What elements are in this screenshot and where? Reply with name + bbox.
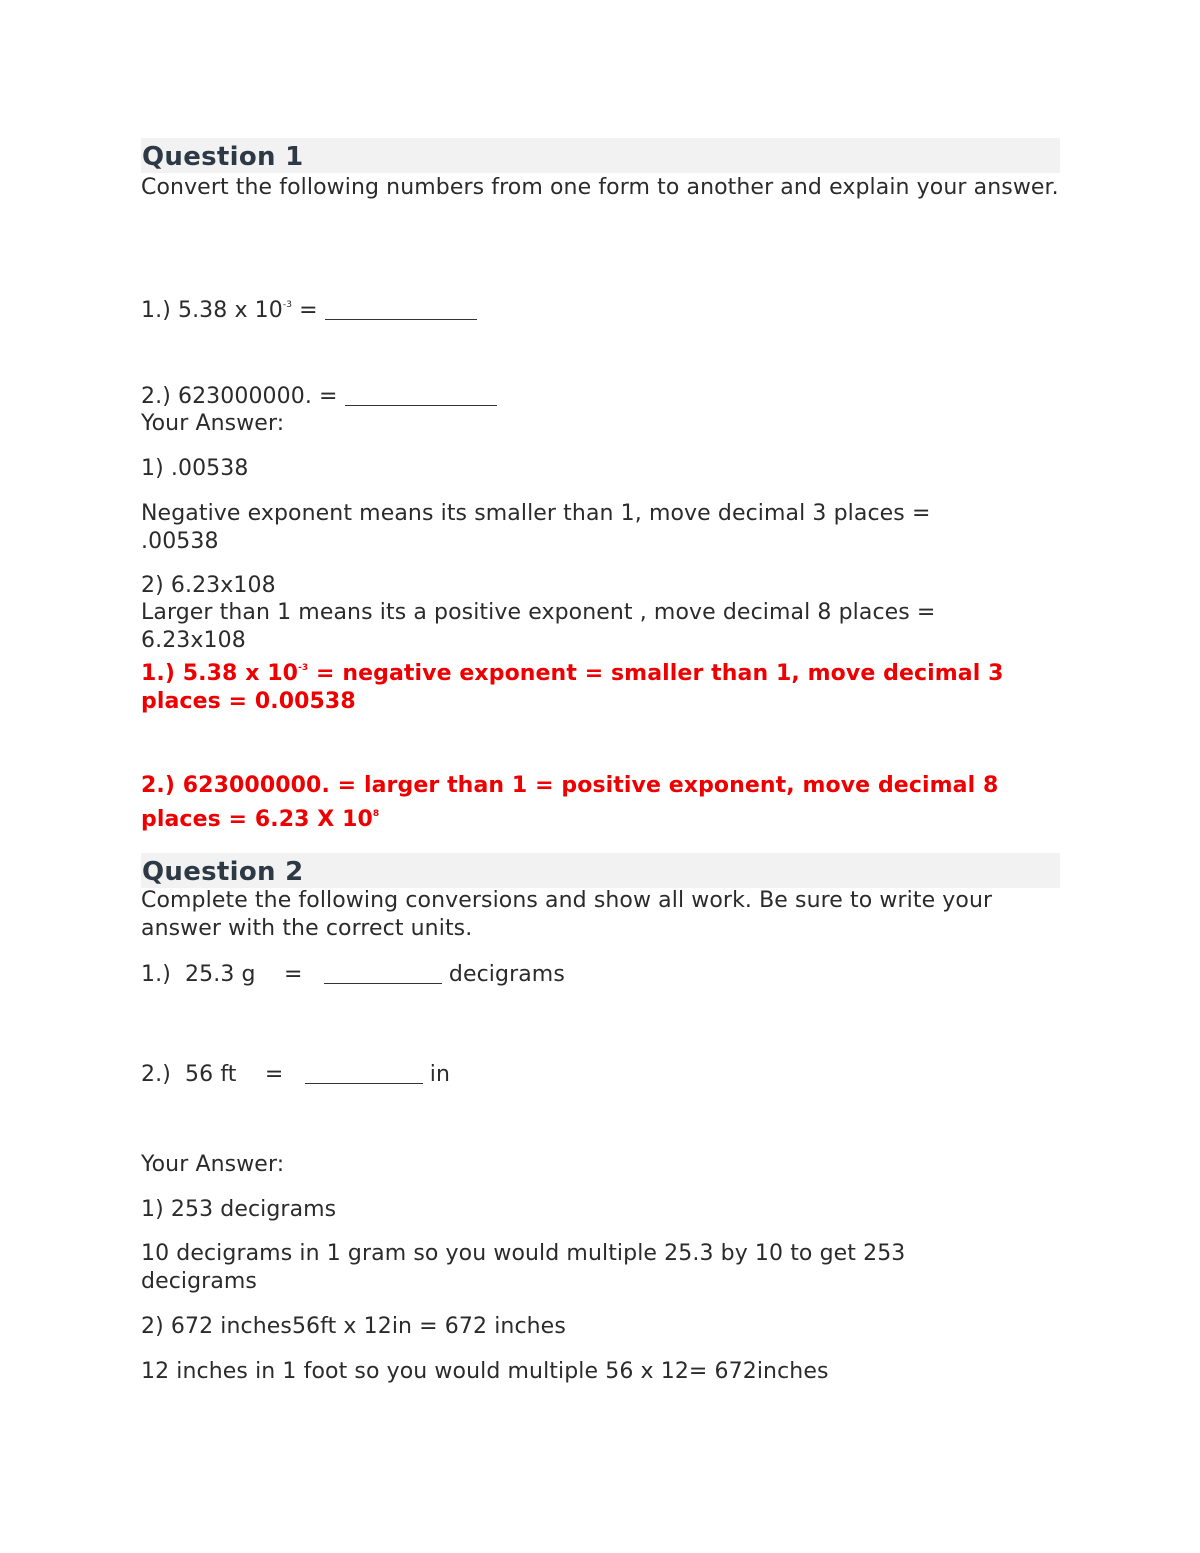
answer-blank [324,961,442,984]
key-1-exponent: -3 [298,663,309,673]
q1-item-2-text: 2.) 623000000. = [141,384,345,409]
q1-item-2 [141,383,497,411]
q1-answer-2: 2) 6.23x108 [141,573,276,598]
question-1-heading: Question 1 [141,138,1060,173]
key-1-base: 1.) 5.38 x 10 [141,661,299,686]
key-2-exponent: 8 [372,809,380,819]
question-2-prompt: Complete the following conversions and show all work. Be sure to write your answer with the correct units. [141,888,993,941]
question-1-prompt: Convert the following numbers from one form to another and explain your answer. [141,175,1059,200]
q2-answer-2: 2) 672 inches56ft x 12in = 672 inches [141,1314,566,1339]
q1-item-1-base: 1.) 5.38 x 10 [141,298,283,323]
q2-item-2-unit: in [422,1062,451,1087]
q1-answer-key-2 [141,772,1059,834]
q2-answer-1: 1) 253 decigrams [141,1197,337,1222]
q1-your-answer-label: Your Answer: [141,411,285,436]
q1-answer-key-1 [141,654,1059,716]
q2-answer-2-explanation: 12 inches in 1 foot so you would multiple 56 x 12= 672inches [141,1359,829,1384]
q1-item-1-exponent: -3 [282,300,293,310]
q1-answer-1: 1) .00538 [141,456,249,481]
q1-item-1 [141,291,477,325]
q2-item-1-text: 1.) 25.3 g = [141,962,324,987]
q1-answer-1-explanation: Negative exponent means its smaller than 1, move decimal 3 places = .00538 [141,501,931,554]
key-2-text: 2.) 623000000. = larger than 1 = positive exponent, move decimal 8 places = 6.23 X 10 [141,773,999,832]
q2-item-1 [141,961,565,989]
q1-answer-2-explanation: Larger than 1 means its a positive exponent , move decimal 8 places = 6.23x108 [141,600,936,653]
q1-item-1-equals: = [292,298,325,323]
q2-item-2-text: 2.) 56 ft = [141,1062,305,1087]
q2-item-1-unit: decigrams [441,962,565,987]
q2-item-2 [141,1061,450,1089]
answer-blank [305,1061,423,1084]
key-1-rest: = negative exponent = smaller than 1, move decimal 3 places = 0.00538 [141,661,1004,714]
question-2-heading: Question 2 [141,853,1060,888]
answer-blank [345,383,497,406]
q2-answer-1-explanation: 10 decigrams in 1 gram so you would multiple 25.3 by 10 to get 253 decigrams [141,1241,906,1294]
answer-blank [325,297,477,320]
q2-your-answer-label: Your Answer: [141,1152,285,1177]
